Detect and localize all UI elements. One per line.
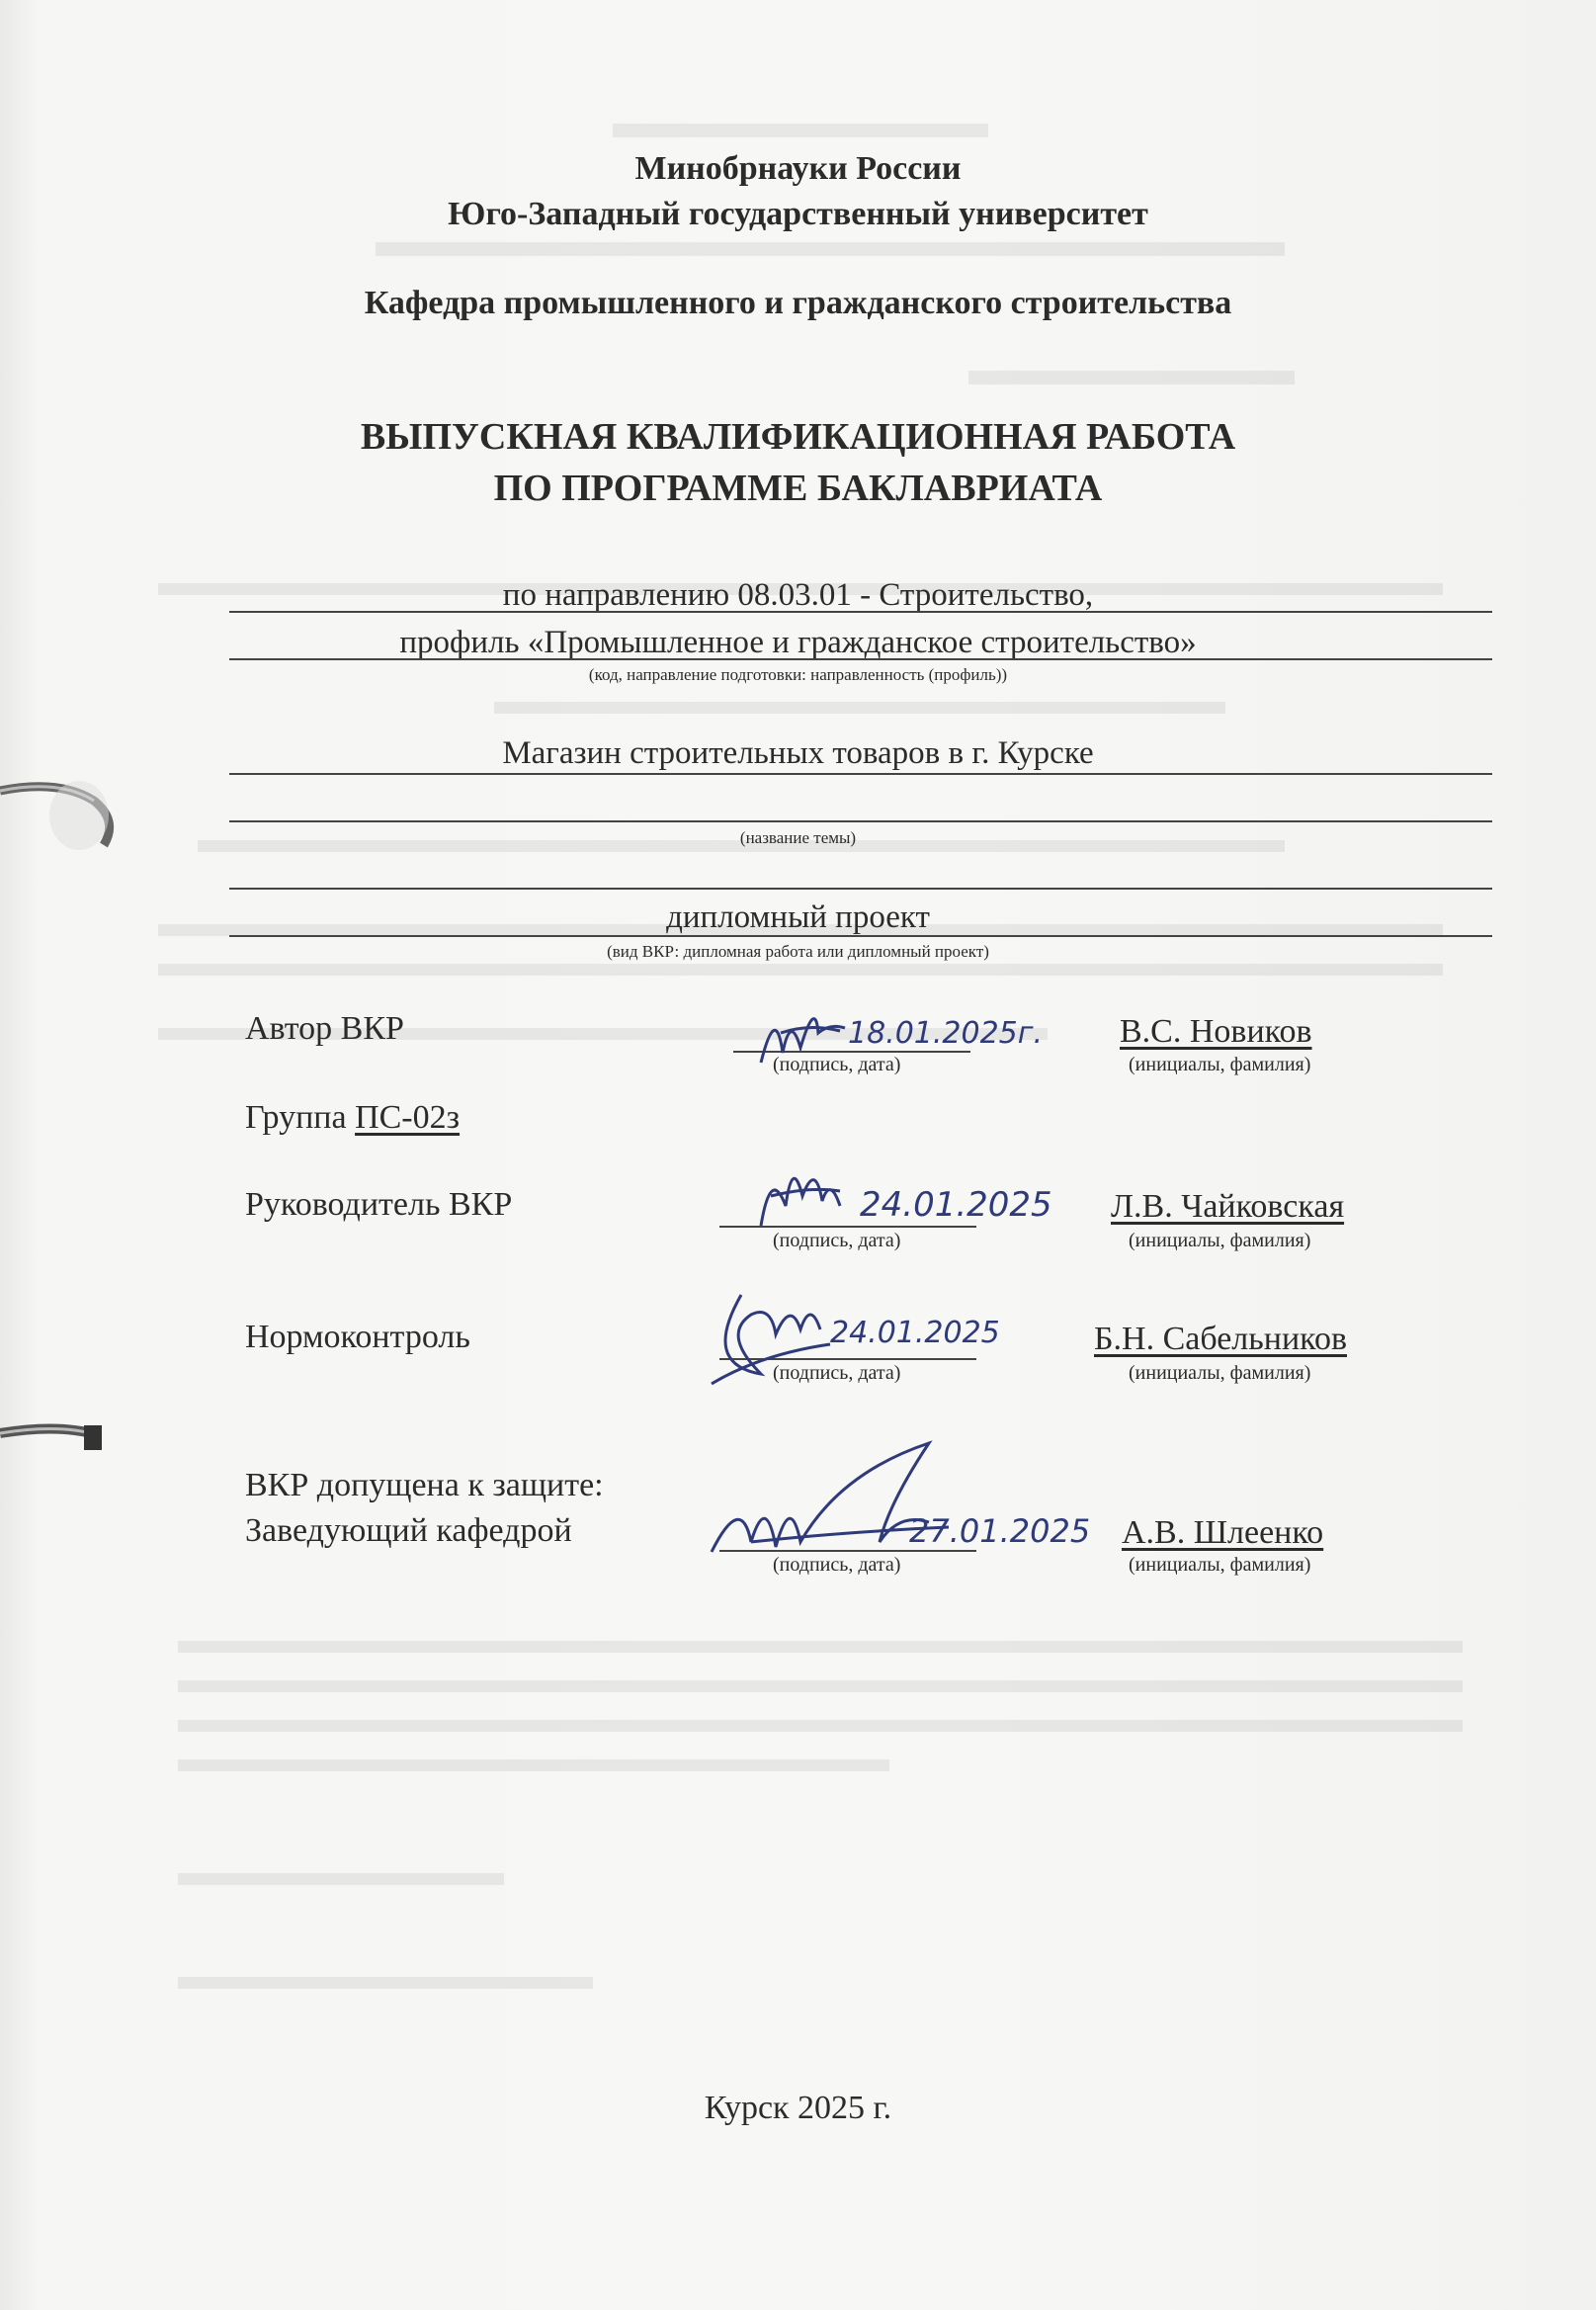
head-signature-caption: (подпись, дата) [773,1554,901,1576]
topic-underline2 [229,820,1492,822]
university-heading: Юго-Западный государственный университет [448,196,1148,232]
head-name-caption: (инициалы, фамилия) [1129,1554,1311,1576]
work-title-line1: ВЫПУСКНАЯ КВАЛИФИКАЦИОННАЯ РАБОТА [360,416,1236,458]
author-sign-date: 18.01.2025г. [848,1016,1044,1051]
topic-caption: (название темы) [739,828,857,847]
direction-line1: по направлению 08.03.01 - Строительство, [502,577,1094,613]
admission-label: ВКР допущена к защите: [245,1467,604,1503]
department-heading: Кафедра промышленного и гражданского строительства [364,285,1232,321]
supervisor-name-caption: (инициалы, фамилия) [1129,1230,1311,1251]
work-type-caption: (вид ВКР: дипломная работа или дипломный проект) [607,942,989,961]
head-name: А.В. Шлеенко [1122,1514,1324,1551]
direction-line2: профиль «Промышленное и гражданское строительство» [399,625,1197,660]
author-name: В.С. Новиков [1120,1013,1312,1050]
direction-underline2 [229,658,1492,660]
direction-underline1 [229,611,1492,613]
group-label: Группа [245,1099,347,1136]
normcontrol-label: Нормоконтроль [245,1319,470,1355]
author-name-caption: (инициалы, фамилия) [1129,1054,1311,1075]
head-signature [692,1433,1107,1572]
topic-underline1 [229,773,1492,775]
work-type-value: дипломный проект [666,899,930,935]
head-label: Заведующий кафедрой [245,1512,572,1549]
normcontrol-name: Б.Н. Сабельников [1094,1321,1347,1357]
normcontrol-signature-caption: (подпись, дата) [773,1362,901,1384]
supervisor-name: Л.В. Чайковская [1111,1188,1345,1225]
group-field [245,1099,460,1137]
supervisor-sign-date: 24.01.2025 [860,1185,1052,1225]
binder-ring-top [0,761,128,870]
supervisor-signature-caption: (подпись, дата) [773,1230,901,1251]
supervisor-label: Руководитель ВКР [245,1186,513,1223]
work-type-underline [229,935,1492,937]
topic-value: Магазин строительных товаров в г. Курске [502,735,1094,771]
author-label: Автор ВКР [245,1010,404,1047]
topic-underline3 [229,888,1492,890]
author-signature-caption: (подпись, дата) [773,1054,901,1075]
group-value: ПС-02з [355,1099,461,1136]
normcontrol-sign-date: 24.01.2025 [830,1316,1000,1350]
direction-caption: (код, направление подготовки: направленность (профиль)) [588,665,1008,684]
city-year: Курск 2025 г. [704,2090,892,2126]
head-sign-date: 27.01.2025 [909,1512,1091,1550]
binder-ring-bottom [0,1404,128,1493]
author-signature [721,993,1048,1102]
normcontrol-name-caption: (инициалы, фамилия) [1129,1362,1311,1384]
ministry-heading: Минобрнауки России [634,150,962,187]
work-title-line2: ПО ПРОГРАММЕ БАКЛАВРИАТА [493,468,1103,509]
